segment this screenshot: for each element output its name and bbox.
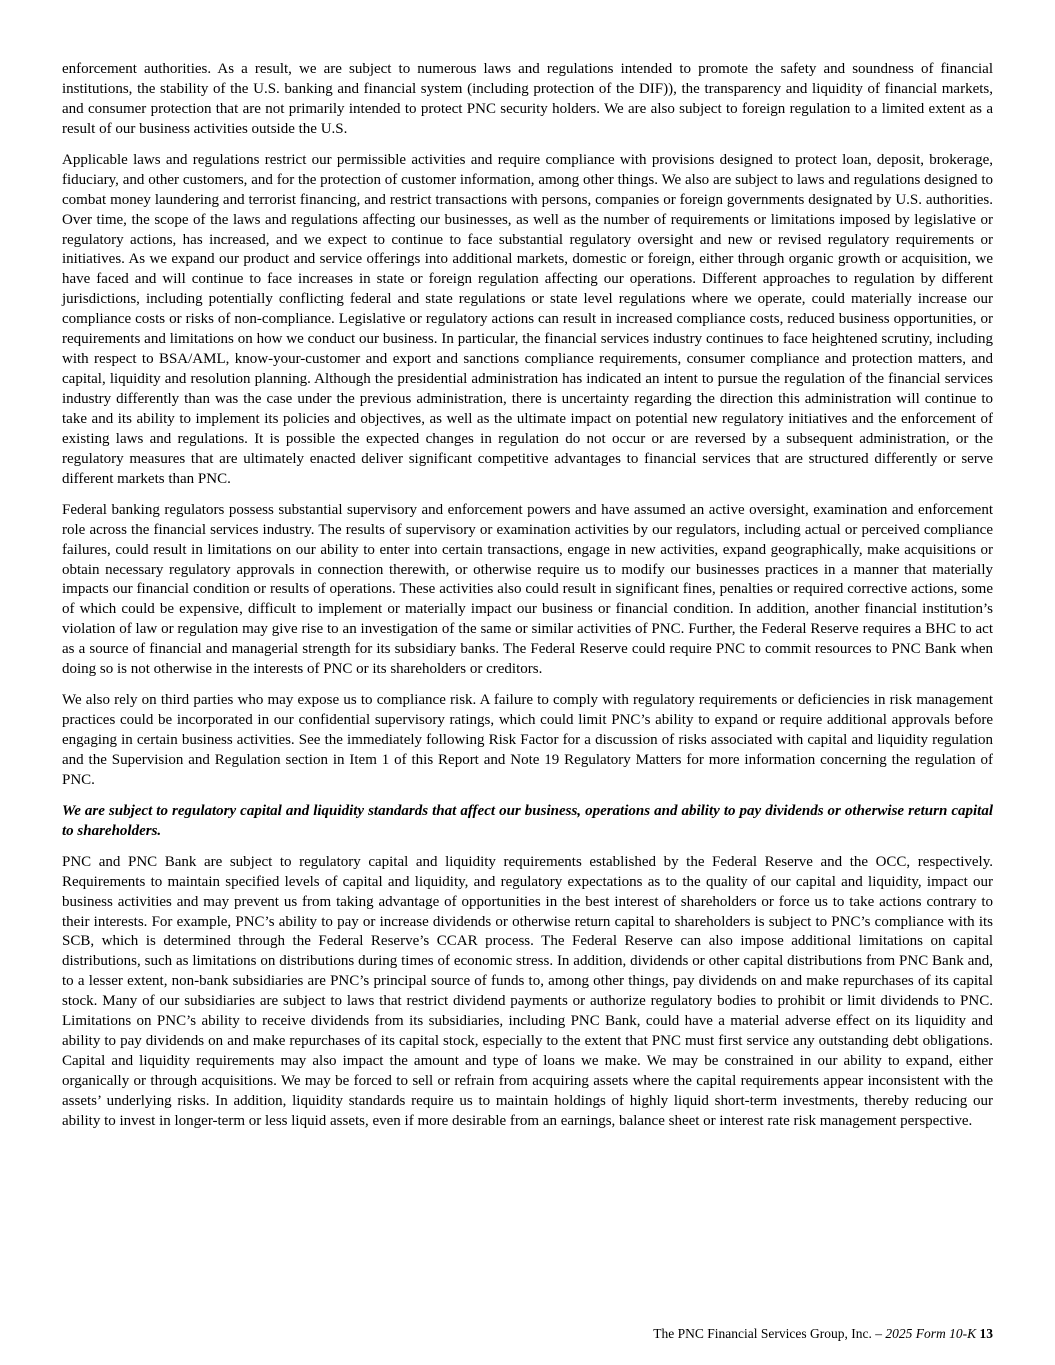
footer-form-label: 2025 Form 10-K bbox=[885, 1326, 977, 1342]
paragraph-federal-banking-regulators: Federal banking regulators possess substantial supervisory and enforcement powers and have assumed an active oversight, examination and enforcement role across the financial services industry. The results of supervisory or examination activities by our regulators, including actual or perceived compliance failures, could result in limitations on our ability to enter into certain transactions, engage in new activities, expand geographically, make acquisitions or obtain necessary regulatory approvals in connection therewith, or otherwise require us to modify our businesses practices in a manner that materially impacts our financial condition or results of operations. These activities also could result in significant fines, penalties or required corrective actions, some of which could be expensive, difficult to implement or materially impact our business or financial condition. In addition, another financial institution’s violation of law or regulation may give rise to an investigation of the same or similar activities of PNC. Further, the Federal Reserve requires a BHC to act as a source of financial and managerial strength for its subsidiary banks. The Federal Reserve could require PNC to commit resources to PNC Bank when doing so is not otherwise in the interests of PNC or its shareholders or creditors. bbox=[62, 501, 993, 678]
paragraph-applicable-laws: Applicable laws and regulations restrict our permissible activities and require compliance with provisions designed to protect loan, deposit, brokerage, fiduciary, and other customers, and for the protection of customer information, among other things. We also are subject to laws and regulations designed to combat money laundering and terrorist financing, and restrict transactions with persons, companies or foreign governments designated by U.S. authorities. Over time, the scope of the laws and regulations affecting our businesses, as well as the number of requirements or limitations imposed by legislative or regulatory actions, has increased, and we expect to continue to face substantial regulatory oversight and new or revised regulatory requirements or initiatives. As we expand our product and service offerings into additional markets, domestic or foreign, either through organic growth or acquisition, we have faced and will continue to face increases in state or foreign regulation affecting our operations. Different approaches to regulation by different jurisdictions, including potentially conflicting federal and state regulations or state level regulations where we operate, could materially increase our compliance costs or risks of non-compliance. Legislative or regulatory actions can result in increased compliance costs, reduced business opportunities, or requirements and limitations on how we conduct our business. In particular, the financial services industry continues to face heightened scrutiny, including with respect to BSA/AML, know-your-customer and export and sanctions compliance requirements, consumer compliance and protection matters, and capital, liquidity and resolution planning. Although the presidential administration has indicated an intent to pursue the regulation of the financial services industry differently than was the case under the previous administration, there is uncertainty regarding the direction this administration will continue to take and its ability to implement its policies and objectives, as well as the ultimate impact on potential new regulatory initiatives and the enforcement of existing laws and regulations. It is possible the expected changes in regulation do not occur or are reversed by a subsequent administration, or the regulatory measures that are ultimately enacted deliver significant competitive advantages to financial services that are structured differently or serve different markets than PNC. bbox=[62, 151, 993, 487]
paragraph-capital-liquidity-requirements: PNC and PNC Bank are subject to regulatory capital and liquidity requirements established by the Federal Reserve and the OCC, respectively. Requirements to maintain specified levels of capital and liquidity, and regulatory expectations as to the quality of our capital and liquidity, impact our business activities and may prevent us from taking advantage of opportunities in the best interest of shareholders or force us to take actions contrary to their interests. For example, PNC’s ability to pay or increase dividends or otherwise return capital to shareholders is subject to PNC’s compliance with its SCB, which is determined through the Federal Reserve’s CCAR process. The Federal Reserve can also impose additional limitations on capital distributions, such as limitations on distributions during times of economic stress. In addition, dividends or other capital distributions from PNC Bank and, to a lesser extent, non-bank subsidiaries are PNC’s principal source of funds to, among other things, pay dividends on and make repurchases of its capital stock. Many of our subsidiaries are subject to laws that restrict dividend payments or authorize regulatory bodies to prohibit or limit dividends to PNC. Limitations on PNC’s ability to receive dividends from its subsidiaries, including PNC Bank, could have a material adverse effect on its liquidity and ability to pay dividends on and make repurchases of its capital stock, especially to the extent that PNC must first service any outstanding debt obligations. Capital and liquidity requirements may also impact the amount and type of loans we make. We may be constrained in our ability to expand, either organically or through acquisitions. We may be forced to sell or refrain from acquiring assets where the capital requirements appear inconsistent with the assets’ underlying risks. In addition, liquidity standards require us to maintain holdings of highly liquid short-term investments, thereby reducing our ability to invest in longer-term or less liquid assets, even if more desirable from an earnings, balance sheet or interest rate risk management perspective. bbox=[62, 853, 993, 1129]
page-footer bbox=[0, 1325, 1055, 1365]
risk-factor-heading: We are subject to regulatory capital and liquidity standards that affect our business, operations and ability to pay dividends or otherwise return capital to shareholders. bbox=[62, 802, 993, 839]
footer-page-number: 13 bbox=[979, 1326, 993, 1342]
paragraph-third-parties-compliance-risk: We also rely on third parties who may expose us to compliance risk. A failure to comply with regulatory requirements or deficiencies in risk management practices could be incorporated in our confidential supervisory ratings, which could limit PNC’s ability to expand or require additional approvals before engaging in certain business activities. See the immediately following Risk Factor for a discussion of risks associated with capital and liquidity regulation and the Supervision and Regulation section in Item 1 of this Report and Note 19 Regulatory Matters for more information concerning the regulation of PNC. bbox=[62, 692, 993, 788]
paragraph-enforcement-authorities: enforcement authorities. As a result, we are subject to numerous laws and regulations intended to promote the safety and soundness of financial institutions, the stability of the U.S. banking and financial system (including protection of the DIF)), the transparency and liquidity of financial markets, and consumer protection that are not primarily intended to protect PNC security holders. We are also subject to foreign regulation to a limited extent as a result of our business activities outside the U.S. bbox=[62, 61, 993, 137]
footer-company-name: The PNC Financial Services Group, Inc. – bbox=[653, 1326, 882, 1342]
